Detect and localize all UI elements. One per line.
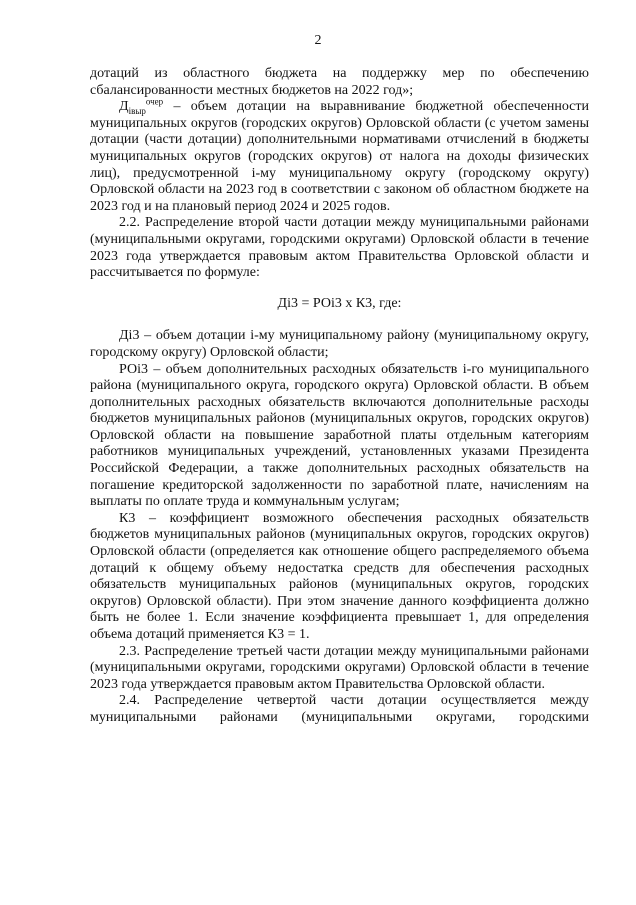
symbol-d: Д — [119, 99, 129, 115]
paragraph-2-3: 2.3. Распределение третьей части дотации между муниципальными районами (муниципальными округами, городскими округами) Орловской области в течение 2023 года утверждается правовым актом Правительства Орловской области. — [90, 643, 589, 692]
paragraph-2-2: 2.2. Распределение второй части дотации между муниципальными районами (муниципальными округами, городскими округами) Орловской области в течение 2023 года утверждается правовым актом Правительства Орловской области и рассчитывается по формуле: — [90, 215, 589, 281]
page-number: 2 — [314, 33, 322, 48]
formula: Дi3 = РОi3 х К3, где: — [277, 295, 402, 311]
document-body — [90, 66, 589, 727]
paragraph-equalization-subsidy-definition — [90, 96, 589, 215]
paragraph-k3-definition: К3 – коэффициент возможного обеспечения расходных обязательств бюджетов муниципальных районов (муниципальных округов, городских округов) Орловской области (определяется как отношение общего распределяемого объема дотаций к общему объему недостатка средств для обеспечения расходных обязательств муниципальных районов (муниципальных округов, городских округов) Орловской области). При этом значение данного коэффициента должно быть не более 1. Если значение коэффициента превышает 1, для определения объема дотаций применяется К3 = 1. — [90, 510, 589, 642]
paragraph-2-4: 2.4. Распределение четвертой части дотации осуществляется между муниципальными районами (муниципальными округами, городскими — [90, 693, 589, 725]
paragraph-di3-definition: Дi3 – объем дотации i-му муниципальному району (муниципальному округу, городскому округу) Орловской области; — [90, 328, 589, 360]
symbol-subscript: iвыр — [128, 105, 146, 116]
symbol-superscript: очер — [145, 96, 164, 107]
paragraph-subsidies-continuation: дотаций из областного бюджета на поддержку мер по обеспечению сбалансированности местных бюджетов на 2022 год»; — [90, 66, 589, 98]
definition-text: – объем дотации на выравнивание бюджетной обеспеченности муниципальных округов (городских округов) Орловской области (с учетом замены дотации (части дотации) дополнительными нормативами отчислений в бюджеты муниципальных округов (городских округов) от налога на доходы физических лиц), предусмотренной i-му муниципальному округу (городскому округу) Орловской области на 2023 год в соответствии с законом об областном бюджете на 2023 год и на плановый период 2024 и 2025 годов. — [90, 99, 589, 214]
paragraph-roi3-definition: РОi3 – объем дополнительных расходных обязательств i-го муниципального района (муниципального округа, городского округа) Орловской области. В объем дополнительных расходных обязательств включаются дополнительные расходы бюджетов муниципальных районов (муниципальных округов, городских округов) Орловской области на повышение заработной платы отдельным категориям работников муниципальных учреждений, установленных указами Президента Российской Федерации, а также дополнительных расходных обязательств на погашение кредиторской задолженности по заработной плате, начислениям на выплаты по оплате труда и коммунальным услугам; — [90, 361, 589, 510]
